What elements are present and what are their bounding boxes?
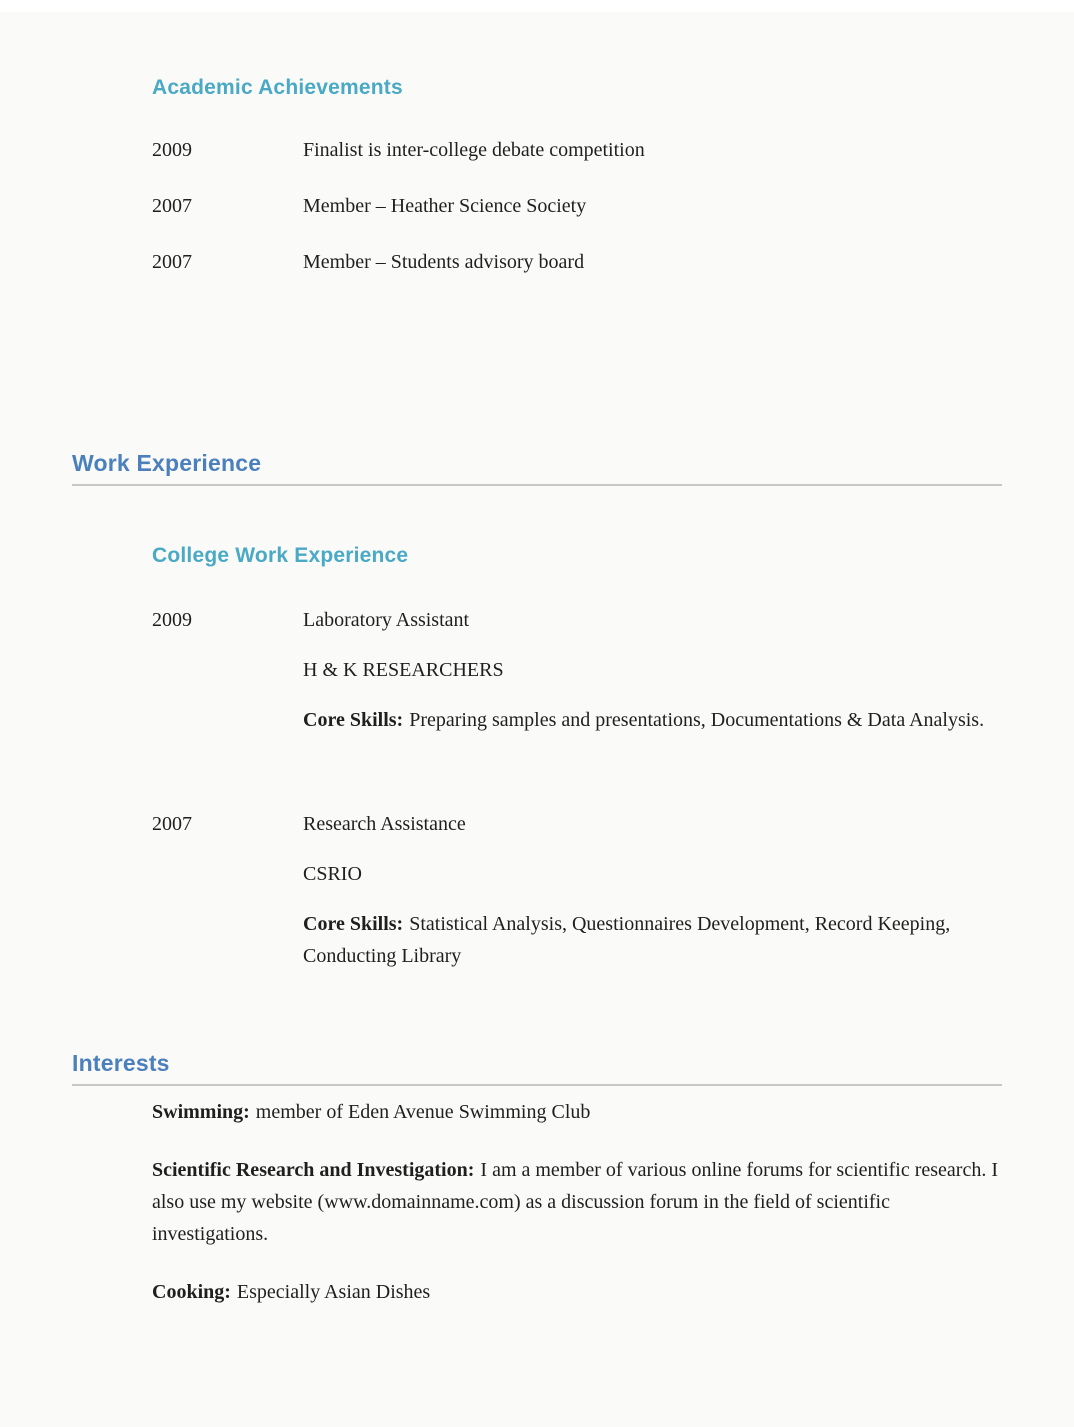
section-divider: [72, 1084, 1002, 1086]
achievement-text: Member – Heather Science Society: [303, 195, 587, 217]
job-year: 2007: [152, 813, 192, 835]
section-divider: [72, 484, 1002, 486]
job-skills: [303, 908, 1002, 972]
interest-label: Cooking:: [152, 1281, 231, 1303]
achievement-row: [152, 246, 1002, 278]
interest-list: [152, 1096, 1002, 1308]
college-work-experience-heading: College Work Experience: [152, 544, 409, 567]
achievement-text: Member – Students advisory board: [303, 251, 585, 273]
job-entry: [152, 604, 1002, 736]
interest-item: [152, 1276, 1002, 1308]
academic-achievements-heading: Academic Achievements: [152, 76, 403, 99]
job-details: [303, 808, 1002, 972]
job-details: [303, 604, 1002, 736]
interest-label: Scientific Research and Investigation:: [152, 1159, 475, 1181]
core-skills-text: Preparing samples and presentations, Documentations & Data Analysis.: [409, 709, 985, 731]
job-entry: [152, 808, 1002, 972]
interest-label: Swimming:: [152, 1101, 250, 1123]
work-experience-heading: Work Experience: [72, 450, 262, 476]
achievement-year: 2007: [152, 251, 192, 273]
achievement-text: Finalist is inter-college debate competition: [303, 139, 645, 161]
job-employer: H & K RESEARCHERS: [303, 659, 504, 681]
job-role: Research Assistance: [303, 813, 466, 835]
interests-heading: Interests: [72, 1050, 170, 1076]
section-work-experience: [72, 450, 1002, 972]
core-skills-label: Core Skills:: [303, 913, 404, 935]
interest-text: member of Eden Avenue Swimming Club: [255, 1101, 591, 1123]
job-role: Laboratory Assistant: [303, 609, 470, 631]
core-skills-label: Core Skills:: [303, 709, 404, 731]
section-interests: [72, 1050, 1002, 1308]
job-year: 2009: [152, 609, 192, 631]
interest-item: [152, 1096, 1002, 1128]
achievement-year: 2009: [152, 139, 192, 161]
interest-item: [152, 1154, 1002, 1250]
interest-text: I am a member of various online forums for scientific research. I also use my website (www.domainname.com) as a discussion forum in the field of scientific investigations.: [152, 1159, 998, 1245]
achievement-year: 2007: [152, 195, 192, 217]
job-employer: CSRIO: [303, 863, 362, 885]
interest-text: Especially Asian Dishes: [236, 1281, 431, 1303]
achievement-row: [152, 190, 1002, 222]
job-skills: [303, 704, 1002, 736]
core-skills-text: Statistical Analysis, Questionnaires Development, Record Keeping, Conducting Library: [303, 913, 951, 967]
section-academic-achievements: [0, 12, 1074, 278]
achievement-row: [152, 134, 1002, 166]
college-work-experience-subsection: [152, 544, 1002, 972]
